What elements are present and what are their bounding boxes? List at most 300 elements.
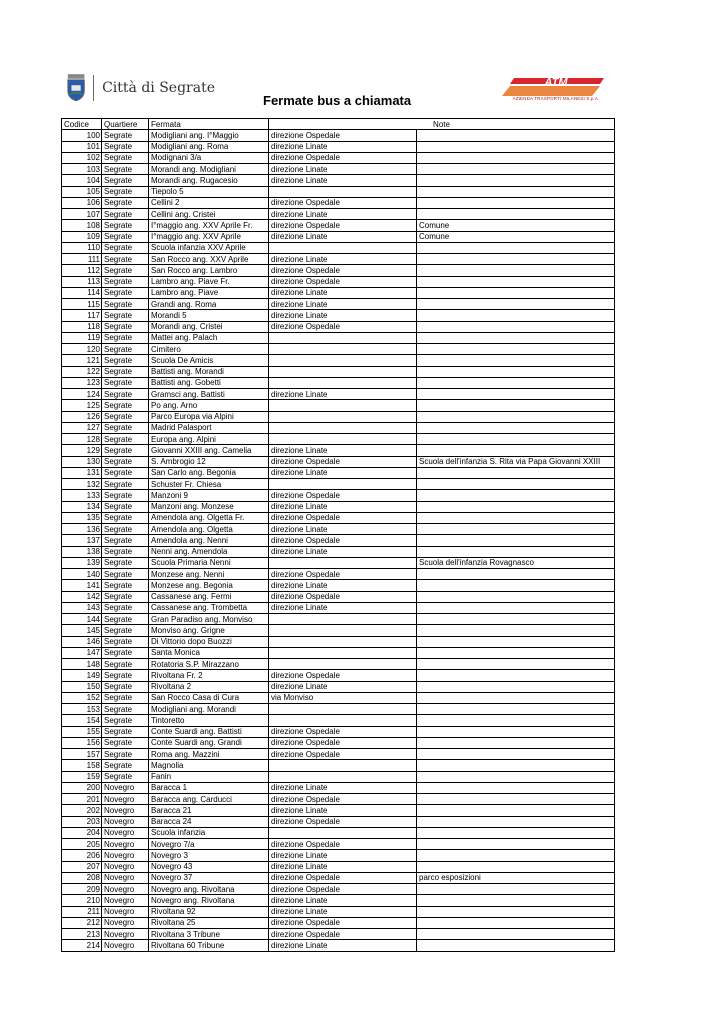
table-row <box>62 602 615 613</box>
cell-note <box>417 501 615 512</box>
cell-direzione: direzione Linate <box>269 209 417 220</box>
table-row <box>62 175 615 186</box>
cell-note <box>417 276 615 287</box>
cell-quartiere: Segrate <box>102 467 149 478</box>
cell-direzione: direzione Linate <box>269 681 417 692</box>
cell-quartiere: Segrate <box>102 647 149 658</box>
cell-direzione <box>269 760 417 771</box>
cell-codice: 145 <box>62 625 102 636</box>
cell-direzione: direzione Ospedale <box>269 591 417 602</box>
cell-fermata: Conte Suardi ang. Battisti <box>149 726 269 737</box>
cell-note <box>417 130 615 141</box>
cell-note <box>417 659 615 670</box>
cell-fermata: Schuster Fr. Chiesa <box>149 479 269 490</box>
table-row <box>62 659 615 670</box>
cell-fermata: Parco Europa via Alpini <box>149 411 269 422</box>
cell-codice: 208 <box>62 872 102 883</box>
table-row <box>62 501 615 512</box>
cell-note <box>417 625 615 636</box>
cell-quartiere: Segrate <box>102 614 149 625</box>
cell-codice: 131 <box>62 467 102 478</box>
table-row <box>62 310 615 321</box>
cell-quartiere: Segrate <box>102 715 149 726</box>
cell-direzione: direzione Linate <box>269 175 417 186</box>
cell-codice: 139 <box>62 557 102 568</box>
table-row <box>62 895 615 906</box>
table-row <box>62 715 615 726</box>
table-row <box>62 805 615 816</box>
table-row <box>62 355 615 366</box>
cell-note <box>417 861 615 872</box>
cell-note <box>417 287 615 298</box>
table-row <box>62 389 615 400</box>
cell-note <box>417 906 615 917</box>
cell-fermata: Mattei ang. Palach <box>149 332 269 343</box>
cell-fermata: Di Vittorio dopo Buozzi <box>149 636 269 647</box>
cell-direzione: direzione Linate <box>269 906 417 917</box>
cell-direzione <box>269 242 417 253</box>
cell-fermata: Amendola ang. Olgetta Fr. <box>149 512 269 523</box>
cell-quartiere: Segrate <box>102 771 149 782</box>
cell-direzione <box>269 332 417 343</box>
atm-logo-icon <box>500 74 612 98</box>
cell-fermata: Modigliani ang. I°Maggio <box>149 130 269 141</box>
cell-fermata: Rivoltana 92 <box>149 906 269 917</box>
cell-quartiere: Segrate <box>102 152 149 163</box>
cell-codice: 119 <box>62 332 102 343</box>
header-note: Note <box>269 119 615 130</box>
cell-quartiere: Segrate <box>102 749 149 760</box>
cell-direzione: direzione Ospedale <box>269 884 417 895</box>
cell-fermata: Baracca 24 <box>149 816 269 827</box>
cell-quartiere: Segrate <box>102 681 149 692</box>
cell-direzione <box>269 614 417 625</box>
cell-direzione: direzione Ospedale <box>269 816 417 827</box>
cell-direzione: direzione Ospedale <box>269 872 417 883</box>
cell-direzione: direzione Linate <box>269 254 417 265</box>
cell-fermata: Baracca 1 <box>149 782 269 793</box>
cell-note: parco esposizioni <box>417 872 615 883</box>
table-row <box>62 580 615 591</box>
cell-codice: 203 <box>62 816 102 827</box>
cell-note <box>417 737 615 748</box>
table-row <box>62 152 615 163</box>
cell-quartiere: Segrate <box>102 591 149 602</box>
cell-codice: 140 <box>62 569 102 580</box>
cell-codice: 109 <box>62 231 102 242</box>
city-crest-icon <box>65 73 87 103</box>
cell-codice: 144 <box>62 614 102 625</box>
cell-codice: 159 <box>62 771 102 782</box>
cell-quartiere: Segrate <box>102 569 149 580</box>
cell-codice: 152 <box>62 692 102 703</box>
cell-note <box>417 614 615 625</box>
cell-fermata: Novegro 7/a <box>149 839 269 850</box>
cell-fermata: Morandi ang. Modigliani <box>149 164 269 175</box>
cell-fermata: Morandi ang. Rugacesio <box>149 175 269 186</box>
cell-note <box>417 816 615 827</box>
cell-codice: 106 <box>62 197 102 208</box>
cell-quartiere: Segrate <box>102 512 149 523</box>
cell-note <box>417 344 615 355</box>
cell-direzione: direzione Ospedale <box>269 726 417 737</box>
cell-note <box>417 197 615 208</box>
cell-direzione: direzione Ospedale <box>269 490 417 501</box>
cell-direzione: direzione Linate <box>269 782 417 793</box>
cell-codice: 100 <box>62 130 102 141</box>
cell-quartiere: Novegro <box>102 850 149 861</box>
cell-quartiere: Segrate <box>102 704 149 715</box>
cell-fermata: Magnolia <box>149 760 269 771</box>
cell-quartiere: Segrate <box>102 310 149 321</box>
cell-note <box>417 591 615 602</box>
cell-direzione: direzione Linate <box>269 164 417 175</box>
cell-note <box>417 535 615 546</box>
cell-note <box>417 827 615 838</box>
table-row <box>62 332 615 343</box>
table-row <box>62 569 615 580</box>
cell-note <box>417 152 615 163</box>
table-row <box>62 321 615 332</box>
cell-direzione <box>269 400 417 411</box>
table-row <box>62 434 615 445</box>
cell-quartiere: Segrate <box>102 400 149 411</box>
cell-codice: 147 <box>62 647 102 658</box>
cell-codice: 137 <box>62 535 102 546</box>
table-row <box>62 704 615 715</box>
cell-note <box>417 884 615 895</box>
cell-note <box>417 186 615 197</box>
cell-quartiere: Segrate <box>102 726 149 737</box>
cell-note <box>417 580 615 591</box>
cell-note <box>417 794 615 805</box>
cell-quartiere: Segrate <box>102 737 149 748</box>
cell-quartiere: Segrate <box>102 434 149 445</box>
cell-quartiere: Novegro <box>102 794 149 805</box>
cell-quartiere: Segrate <box>102 164 149 175</box>
cell-fermata: Rivoltana 3 Tribune <box>149 929 269 940</box>
table-row <box>62 794 615 805</box>
cell-codice: 130 <box>62 456 102 467</box>
cell-quartiere: Novegro <box>102 917 149 928</box>
cell-quartiere: Novegro <box>102 940 149 951</box>
cell-fermata: Morandi ang. Cristei <box>149 321 269 332</box>
cell-fermata: Tiepolo 5 <box>149 186 269 197</box>
cell-note <box>417 524 615 535</box>
cell-quartiere: Segrate <box>102 287 149 298</box>
page-title: Fermate bus a chiamata <box>263 93 412 108</box>
cell-fermata: Manzoni 9 <box>149 490 269 501</box>
logo-divider <box>93 75 94 101</box>
cell-quartiere: Segrate <box>102 197 149 208</box>
table-row <box>62 479 615 490</box>
cell-codice: 132 <box>62 479 102 490</box>
table-row <box>62 141 615 152</box>
cell-note <box>417 164 615 175</box>
table-row <box>62 209 615 220</box>
table-row <box>62 726 615 737</box>
cell-quartiere: Segrate <box>102 265 149 276</box>
cell-direzione <box>269 422 417 433</box>
cell-quartiere: Segrate <box>102 186 149 197</box>
cell-fermata: Modignani 3/a <box>149 152 269 163</box>
table-row <box>62 186 615 197</box>
table-header-row <box>62 119 615 130</box>
cell-codice: 143 <box>62 602 102 613</box>
cell-codice: 210 <box>62 895 102 906</box>
cell-note <box>417 569 615 580</box>
table-row <box>62 411 615 422</box>
cell-direzione <box>269 659 417 670</box>
table-row <box>62 490 615 501</box>
cell-direzione: direzione Ospedale <box>269 794 417 805</box>
cell-codice: 156 <box>62 737 102 748</box>
cell-codice: 114 <box>62 287 102 298</box>
cell-fermata: S. Ambrogio 12 <box>149 456 269 467</box>
cell-note <box>417 321 615 332</box>
table-row <box>62 164 615 175</box>
cell-quartiere: Segrate <box>102 580 149 591</box>
table-row <box>62 771 615 782</box>
cell-quartiere: Segrate <box>102 141 149 152</box>
cell-note <box>417 467 615 478</box>
cell-note <box>417 704 615 715</box>
cell-direzione: direzione Ospedale <box>269 535 417 546</box>
cell-note <box>417 782 615 793</box>
cell-codice: 135 <box>62 512 102 523</box>
cell-fermata: Giovanni XXIII ang. Camelia <box>149 445 269 456</box>
cell-codice: 211 <box>62 906 102 917</box>
cell-codice: 110 <box>62 242 102 253</box>
table-row <box>62 692 615 703</box>
table-row <box>62 299 615 310</box>
cell-codice: 204 <box>62 827 102 838</box>
city-name: Città di Segrate <box>102 80 215 96</box>
cell-fermata: Madrid Palasport <box>149 422 269 433</box>
cell-codice: 136 <box>62 524 102 535</box>
cell-codice: 125 <box>62 400 102 411</box>
cell-fermata: Scuola infanzia <box>149 827 269 838</box>
cell-fermata: Manzoni ang. Monzese <box>149 501 269 512</box>
cell-codice: 213 <box>62 929 102 940</box>
cell-codice: 112 <box>62 265 102 276</box>
cell-quartiere: Segrate <box>102 546 149 557</box>
cell-codice: 200 <box>62 782 102 793</box>
cell-direzione: direzione Linate <box>269 602 417 613</box>
table-row <box>62 377 615 388</box>
cell-quartiere: Segrate <box>102 366 149 377</box>
cell-fermata: Rivoltana 60 Tribune <box>149 940 269 951</box>
cell-note <box>417 647 615 658</box>
cell-fermata: San Rocco ang. Lambro <box>149 265 269 276</box>
cell-direzione: direzione Linate <box>269 524 417 535</box>
cell-fermata: Amendola ang. Nenni <box>149 535 269 546</box>
cell-direzione <box>269 411 417 422</box>
cell-quartiere: Segrate <box>102 602 149 613</box>
cell-quartiere: Segrate <box>102 501 149 512</box>
cell-direzione: direzione Linate <box>269 141 417 152</box>
cell-codice: 158 <box>62 760 102 771</box>
cell-codice: 206 <box>62 850 102 861</box>
cell-note <box>417 366 615 377</box>
table-row <box>62 670 615 681</box>
cell-direzione: direzione Ospedale <box>269 749 417 760</box>
table-row <box>62 242 615 253</box>
cell-quartiere: Novegro <box>102 906 149 917</box>
cell-fermata: Lambro ang. Piave Fr. <box>149 276 269 287</box>
cell-direzione <box>269 557 417 568</box>
cell-fermata: Nenni ang. Amendola <box>149 546 269 557</box>
cell-codice: 146 <box>62 636 102 647</box>
cell-codice: 105 <box>62 186 102 197</box>
cell-direzione: direzione Linate <box>269 501 417 512</box>
cell-direzione: direzione Linate <box>269 467 417 478</box>
cell-fermata: Scuola Primaria Nenni <box>149 557 269 568</box>
table-row <box>62 524 615 535</box>
cell-direzione <box>269 647 417 658</box>
cell-direzione <box>269 827 417 838</box>
cell-fermata: Battisti ang. Gobetti <box>149 377 269 388</box>
cell-direzione <box>269 479 417 490</box>
cell-quartiere: Segrate <box>102 625 149 636</box>
cell-note <box>417 850 615 861</box>
cell-note <box>417 636 615 647</box>
table-row <box>62 861 615 872</box>
cell-fermata: Cassanese ang. Fermi <box>149 591 269 602</box>
cell-note <box>417 726 615 737</box>
cell-quartiere: Segrate <box>102 659 149 670</box>
cell-fermata: Novegro 3 <box>149 850 269 861</box>
cell-direzione: direzione Linate <box>269 805 417 816</box>
cell-note <box>417 400 615 411</box>
table-row <box>62 749 615 760</box>
table-row <box>62 276 615 287</box>
cell-quartiere: Segrate <box>102 242 149 253</box>
cell-codice: 148 <box>62 659 102 670</box>
cell-fermata: Battisti ang. Morandi <box>149 366 269 377</box>
cell-fermata: Monzese ang. Begonia <box>149 580 269 591</box>
table-row <box>62 344 615 355</box>
cell-quartiere: Novegro <box>102 895 149 906</box>
table-row <box>62 917 615 928</box>
cell-fermata: Rivoltana 25 <box>149 917 269 928</box>
cell-quartiere: Segrate <box>102 636 149 647</box>
cell-fermata: Monviso ang. Grigne <box>149 625 269 636</box>
cell-codice: 121 <box>62 355 102 366</box>
cell-codice: 111 <box>62 254 102 265</box>
table-row <box>62 647 615 658</box>
cell-fermata: Rivoltana Fr. 2 <box>149 670 269 681</box>
cell-codice: 123 <box>62 377 102 388</box>
cell-codice: 127 <box>62 422 102 433</box>
cell-codice: 113 <box>62 276 102 287</box>
atm-logo-text: ATM <box>544 76 568 89</box>
cell-quartiere: Segrate <box>102 411 149 422</box>
table-row <box>62 839 615 850</box>
cell-fermata: I°maggio ang. XXV Aprile <box>149 231 269 242</box>
cell-direzione: direzione Linate <box>269 389 417 400</box>
cell-codice: 126 <box>62 411 102 422</box>
cell-quartiere: Segrate <box>102 557 149 568</box>
cell-direzione <box>269 715 417 726</box>
cell-quartiere: Segrate <box>102 490 149 501</box>
cell-fermata: Gran Paradiso ang. Monviso <box>149 614 269 625</box>
table-row <box>62 625 615 636</box>
table-row <box>62 220 615 231</box>
cell-codice: 214 <box>62 940 102 951</box>
cell-fermata: Scuola infanzia XXV Aprile <box>149 242 269 253</box>
cell-note: Comune <box>417 231 615 242</box>
cell-direzione: direzione Ospedale <box>269 839 417 850</box>
cell-fermata: Cellini ang. Cristei <box>149 209 269 220</box>
cell-quartiere: Novegro <box>102 839 149 850</box>
cell-quartiere: Novegro <box>102 782 149 793</box>
cell-fermata: Novegro ang. Rivoltana <box>149 895 269 906</box>
table-row <box>62 130 615 141</box>
cell-direzione: direzione Linate <box>269 287 417 298</box>
table-row <box>62 456 615 467</box>
cell-direzione: direzione Linate <box>269 850 417 861</box>
cell-note <box>417 377 615 388</box>
header-quartiere: Quartiere <box>102 119 149 130</box>
city-logo <box>65 72 215 104</box>
cell-fermata: Novegro 43 <box>149 861 269 872</box>
table-row <box>62 591 615 602</box>
cell-fermata: Cellini 2 <box>149 197 269 208</box>
cell-quartiere: Segrate <box>102 355 149 366</box>
cell-quartiere: Novegro <box>102 884 149 895</box>
cell-direzione: direzione Linate <box>269 546 417 557</box>
cell-quartiere: Segrate <box>102 760 149 771</box>
cell-quartiere: Segrate <box>102 479 149 490</box>
cell-direzione <box>269 377 417 388</box>
table-row <box>62 940 615 951</box>
cell-codice: 118 <box>62 321 102 332</box>
cell-fermata: Po ang. Arno <box>149 400 269 411</box>
cell-direzione: direzione Linate <box>269 299 417 310</box>
cell-codice: 120 <box>62 344 102 355</box>
table-row <box>62 872 615 883</box>
cell-quartiere: Segrate <box>102 130 149 141</box>
cell-note <box>417 929 615 940</box>
cell-fermata: San Rocco ang. XXV Aprile <box>149 254 269 265</box>
cell-direzione: direzione Linate <box>269 895 417 906</box>
cell-fermata: Rivoltana 2 <box>149 681 269 692</box>
table-row <box>62 906 615 917</box>
cell-fermata: Conte Suardi ang. Grandi <box>149 737 269 748</box>
cell-codice: 134 <box>62 501 102 512</box>
table-row <box>62 681 615 692</box>
cell-fermata: Rotatoria S.P. Mirazzano <box>149 659 269 670</box>
cell-note <box>417 715 615 726</box>
cell-direzione: direzione Ospedale <box>269 456 417 467</box>
table-row <box>62 816 615 827</box>
table-row <box>62 366 615 377</box>
table-row <box>62 884 615 895</box>
cell-quartiere: Segrate <box>102 670 149 681</box>
cell-quartiere: Segrate <box>102 254 149 265</box>
cell-note <box>417 389 615 400</box>
table-row <box>62 265 615 276</box>
cell-direzione: direzione Ospedale <box>269 737 417 748</box>
cell-codice: 102 <box>62 152 102 163</box>
cell-direzione: direzione Ospedale <box>269 321 417 332</box>
cell-fermata: Roma ang. Mazzini <box>149 749 269 760</box>
cell-fermata: Morandi 5 <box>149 310 269 321</box>
cell-direzione <box>269 636 417 647</box>
cell-fermata: Lambro ang. Piave <box>149 287 269 298</box>
cell-fermata: Europa ang. Alpini <box>149 434 269 445</box>
